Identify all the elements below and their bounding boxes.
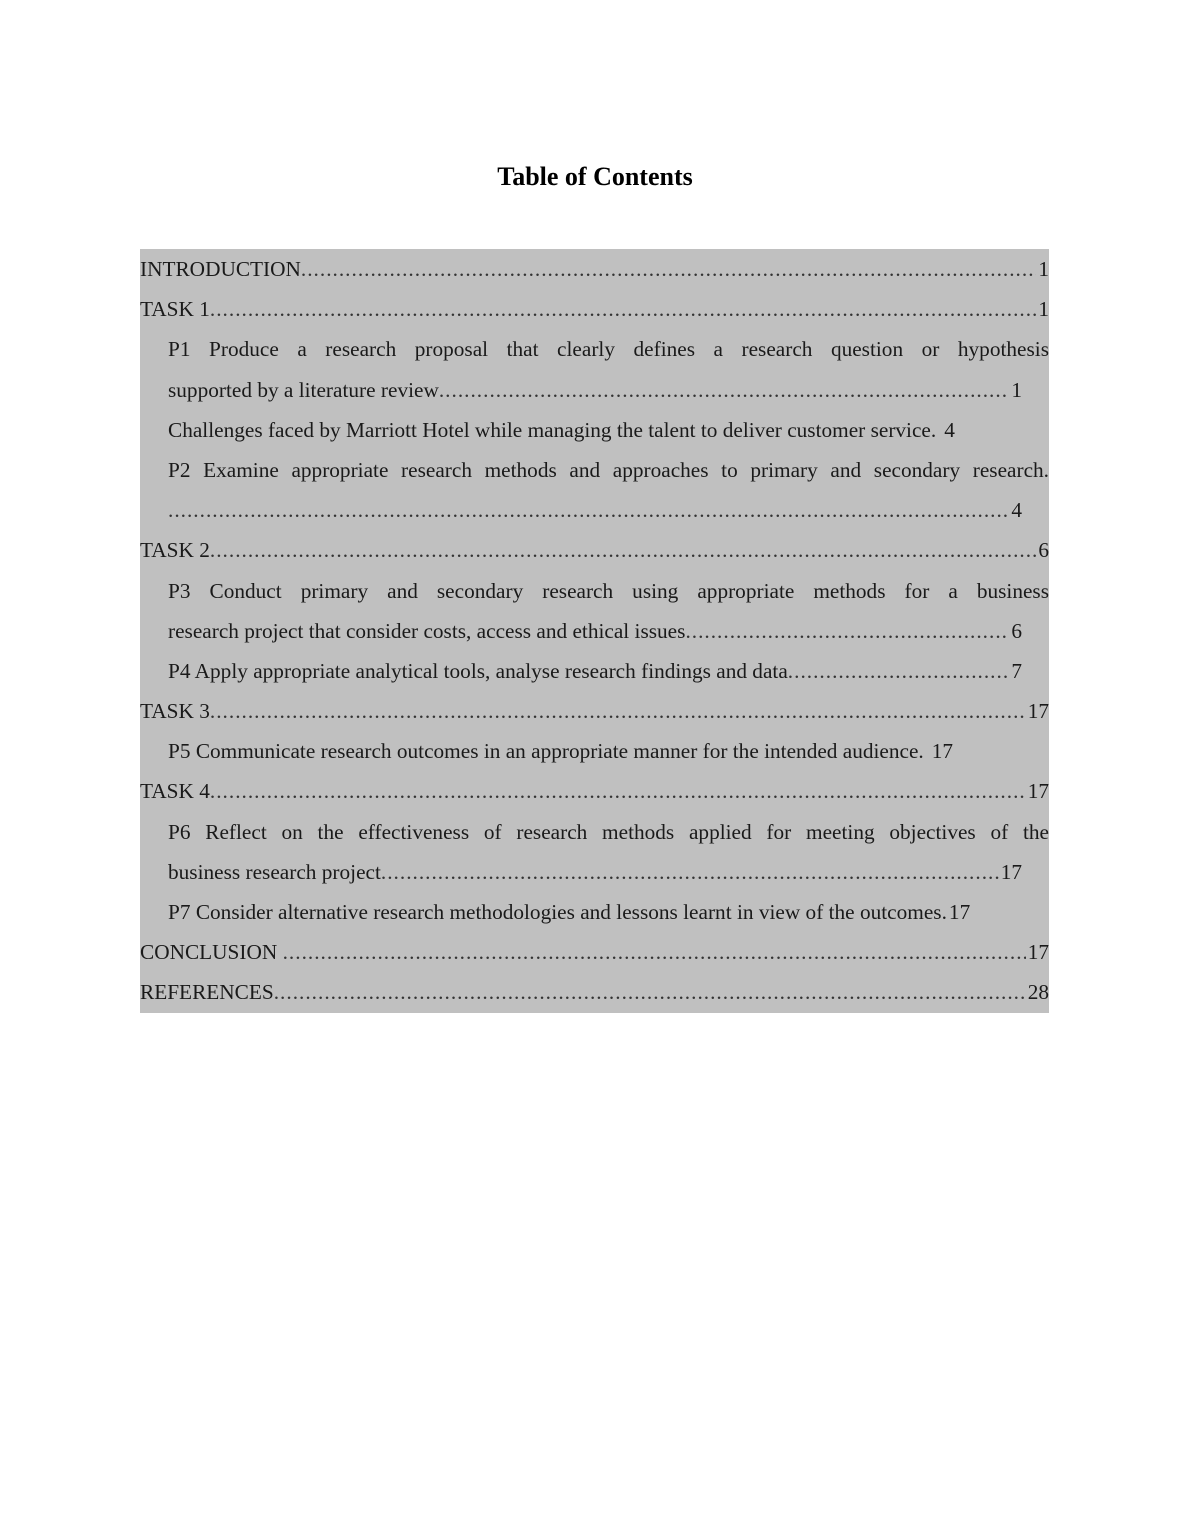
dot-leader [168, 490, 1009, 530]
toc-page-number: 17 [1027, 940, 1049, 965]
toc-entry-line [140, 852, 1049, 892]
toc-entry-p3[interactable] [140, 571, 1049, 651]
toc-entry-label: research project that consider costs, access and ethical issues [168, 618, 686, 643]
toc-page-number: 6 [1011, 618, 1022, 643]
dot-leader [685, 611, 1009, 651]
toc-entry-label: P5 Communicate research outcomes in an appropriate manner for the intended audience. [168, 739, 924, 764]
toc-entry-line [140, 571, 1049, 611]
toc-entry-task-1[interactable] [140, 289, 1049, 329]
dot-leader [381, 852, 999, 892]
toc-entry-label: TASK 3 [140, 699, 210, 724]
toc-page-number: 1 [1011, 377, 1022, 402]
dot-leader [210, 771, 1026, 811]
toc-page-number: 1 [1038, 257, 1049, 281]
toc-page-number: 6 [1038, 538, 1049, 563]
toc-entry-label: TASK 1 [140, 297, 210, 322]
toc-entry-label: P3 Conduct primary and secondary research using appropriate methods for a business [168, 578, 1049, 603]
toc-entry-label: P1 Produce a research proposal that clearly defines a research question or hypothesis [168, 337, 1049, 362]
toc-entry-label: TASK 2 [140, 538, 210, 563]
toc-entry-label: P6 Reflect on the effectiveness of research methods applied for meeting objectives of the [168, 819, 1049, 844]
toc-entry-label: INTRODUCTION [140, 257, 301, 281]
toc-entry-p6[interactable] [140, 812, 1049, 892]
dot-leader [301, 249, 1036, 289]
toc-entry-label: REFERENCES [140, 980, 274, 1005]
toc-entry-challenges[interactable] [140, 410, 1049, 450]
toc-page-number: 1 [1038, 297, 1049, 322]
toc-entry-label: supported by a literature review [168, 377, 439, 402]
toc-entry-references[interactable] [140, 972, 1049, 1012]
toc-entry-introduction[interactable] [140, 249, 1049, 289]
page-title: Table of Contents [497, 162, 693, 191]
toc-entry-label: TASK 4 [140, 779, 210, 804]
dot-leader [210, 530, 1036, 570]
toc-entry-p7[interactable] [140, 892, 1049, 932]
toc-entry-p4[interactable] [140, 651, 1049, 691]
toc-entry-line [140, 812, 1049, 852]
toc-entry-label: CONCLUSION [140, 940, 283, 965]
toc-page-number: 17 [1027, 699, 1049, 724]
toc-entry-label: business research project [168, 859, 381, 884]
toc-page-number: 28 [1027, 980, 1049, 1005]
toc-entry-label: Challenges faced by Marriott Hotel while managing the talent to deliver customer service. [168, 417, 937, 442]
toc-entry-line [140, 329, 1049, 369]
toc-entry-label: P4 Apply appropriate analytical tools, analyse research findings and data [168, 658, 788, 683]
toc-entry-label: P2 Examine appropriate research methods and approaches to primary and secondary research. [168, 457, 1049, 482]
dot-leader [788, 651, 1010, 691]
dot-leader [210, 289, 1036, 329]
toc-page-number: 17 [1000, 859, 1022, 884]
dot-leader [210, 691, 1026, 731]
toc-entry-p2[interactable] [140, 450, 1049, 530]
dot-leader [439, 370, 1010, 410]
toc-entry-conclusion[interactable] [140, 932, 1049, 972]
toc-entry-line [140, 450, 1049, 490]
toc-page-number: 4 [1011, 498, 1022, 523]
dot-leader [283, 932, 1026, 972]
toc-entry-line [140, 490, 1049, 530]
toc-entry-label: P7 Consider alternative research methodologies and lessons learnt in view of the outcomes. [168, 900, 947, 924]
dot-leader [274, 972, 1026, 1012]
toc-entry-task-2[interactable] [140, 530, 1049, 570]
toc-entry-line [140, 611, 1049, 651]
toc-page-number: 17 [931, 739, 954, 764]
toc-page-number: 17 [948, 900, 971, 924]
toc-entry-task-4[interactable] [140, 771, 1049, 811]
toc-page-number: 17 [1027, 779, 1049, 804]
toc-entry-p5[interactable] [140, 731, 1049, 771]
table-of-contents [140, 249, 1049, 1013]
toc-page-number: 7 [1011, 658, 1022, 683]
toc-entry-task-3[interactable] [140, 691, 1049, 731]
toc-entry-line [140, 370, 1049, 410]
toc-page-number: 4 [944, 417, 955, 442]
toc-entry-p1[interactable] [140, 329, 1049, 409]
